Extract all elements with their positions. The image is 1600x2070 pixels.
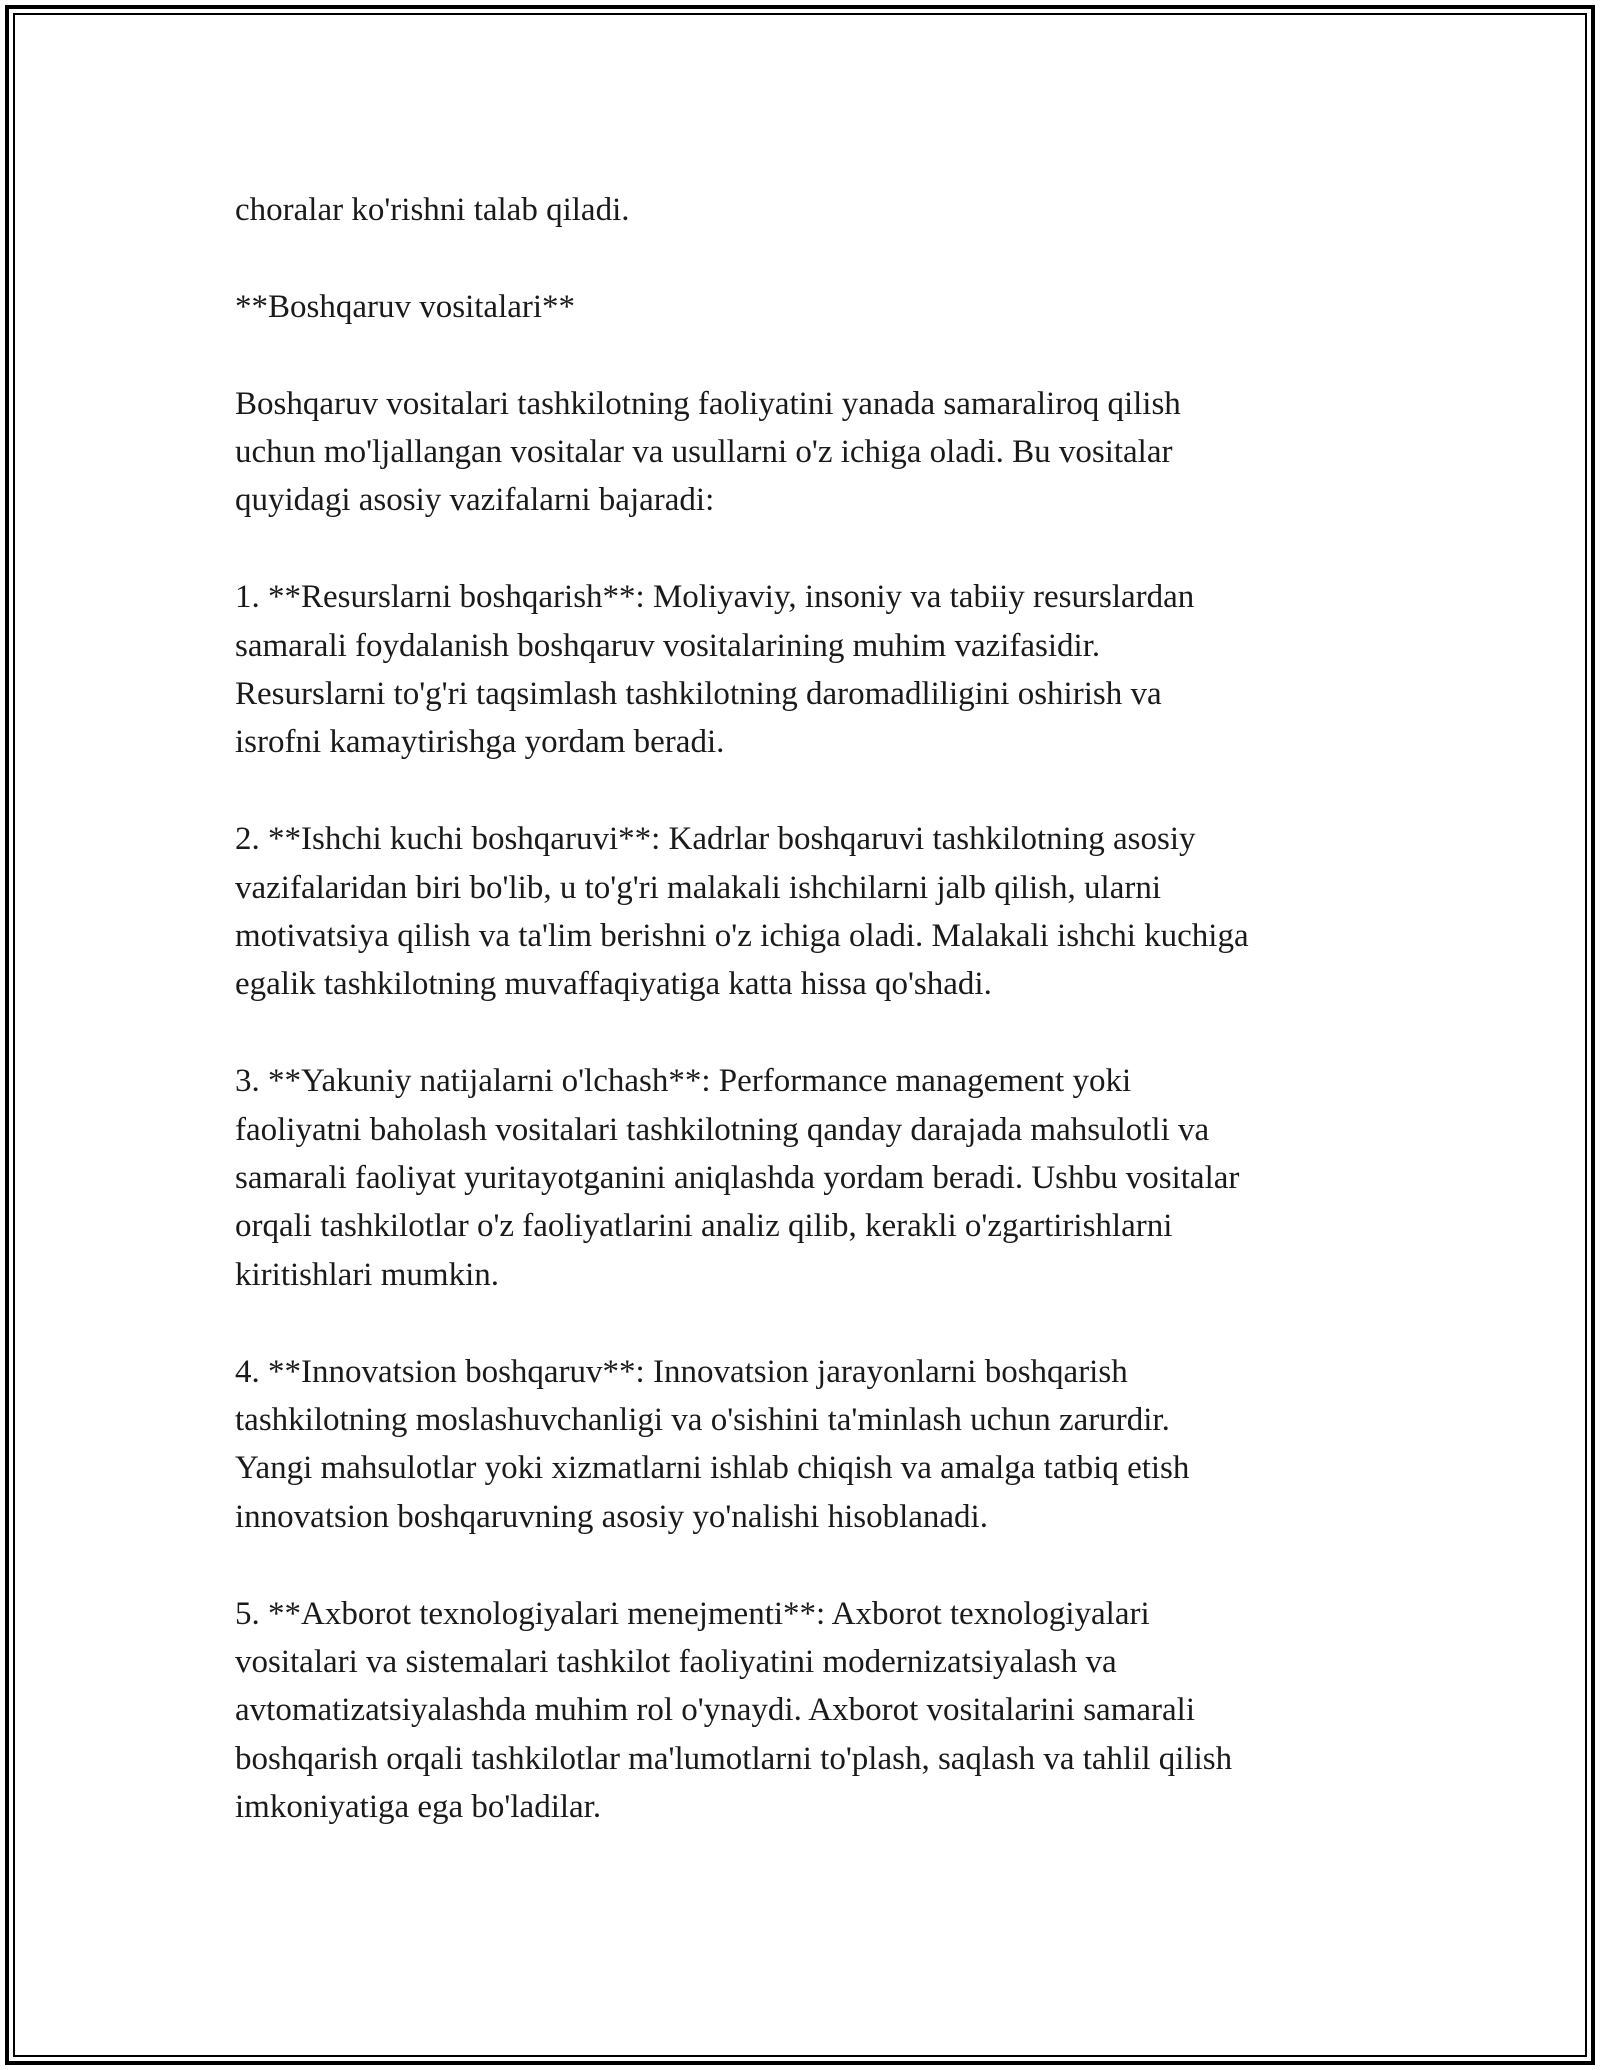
paragraph-intro: Boshqaruv vositalari tashkilotning faoliyatini yanada samaraliroq qilish uchun mo'ljallangan vositalar va usullarni o'z ichiga oladi. Bu vositalar quyidagi asosiy vazifalarni bajaradi: (235, 385, 1181, 519)
list-item-5: 5. **Axborot texnologiyalari menejmenti**: Axborot texnologiyalari vositalari va sistemalari tashkilot faoliyatini modernizatsiyalash va avtomatizatsiyalashda muhim rol o'ynaydi. Axborot vositalarini samarali boshqarish orqali tashkilotlar ma'lumotlarni to'plash, saqlash va tahlil qilish imkoniyatiga ega bo'ladilar. (235, 1595, 1233, 1826)
list-item-1: 1. **Resurslarni boshqarish**: Moliyaviy, insoniy va tabiiy resurslardan samarali foydalanish boshqaruv vositalarining muhim vazifasidir. Resurslarni to'g'ri taqsimlash tashkilotning daromadliligini oshirish va isrofni kamaytirishga yordam beradi. (235, 579, 1195, 761)
section-heading: **Boshqaruv vositalari** (235, 288, 576, 325)
paragraph-continuation: choralar ko'rishni talab qiladi. (235, 192, 630, 228)
list-item-2: 2. **Ishchi kuchi boshqaruvi**: Kadrlar boshqaruvi tashkilotning asosiy vazifalaridan biri bo'lib, u to'g'ri malakali ishchilarni jalb qilish, ularni motivatsiya qilish va ta'lim berishni o'z ichiga oladi. Malakali ishchi kuchiga egalik tashkilotning muvaffaqiyatiga katta hissa qo'shadi. (235, 821, 1249, 1003)
list-item-3: 3. **Yakuniy natijalarni o'lchash**: Performance management yoki faoliyatni baholash vositalari tashkilotning qanday darajada mahsulotli va samarali faoliyat yuritayotganini aniqlashda yordam beradi. Ushbu vositalar orqali tashkilotlar o'z faoliyatlarini analiz qilib, kerakli o'zgartirishlarni kiritishlari mumkin. (235, 1063, 1240, 1293)
list-item-4: 4. **Innovatsion boshqaruv**: Innovatsion jarayonlarni boshqarish tashkilotning moslashuvchanligi va o'sishini ta'minlash uchun zarurdir. Yangi mahsulotlar yoki xizmatlarni ishlab chiqish va amalga tatbiq etish innovatsion boshqaruvning asosiy yo'nalishi hisoblanadi. (235, 1353, 1190, 1535)
document-body (235, 186, 1375, 1832)
